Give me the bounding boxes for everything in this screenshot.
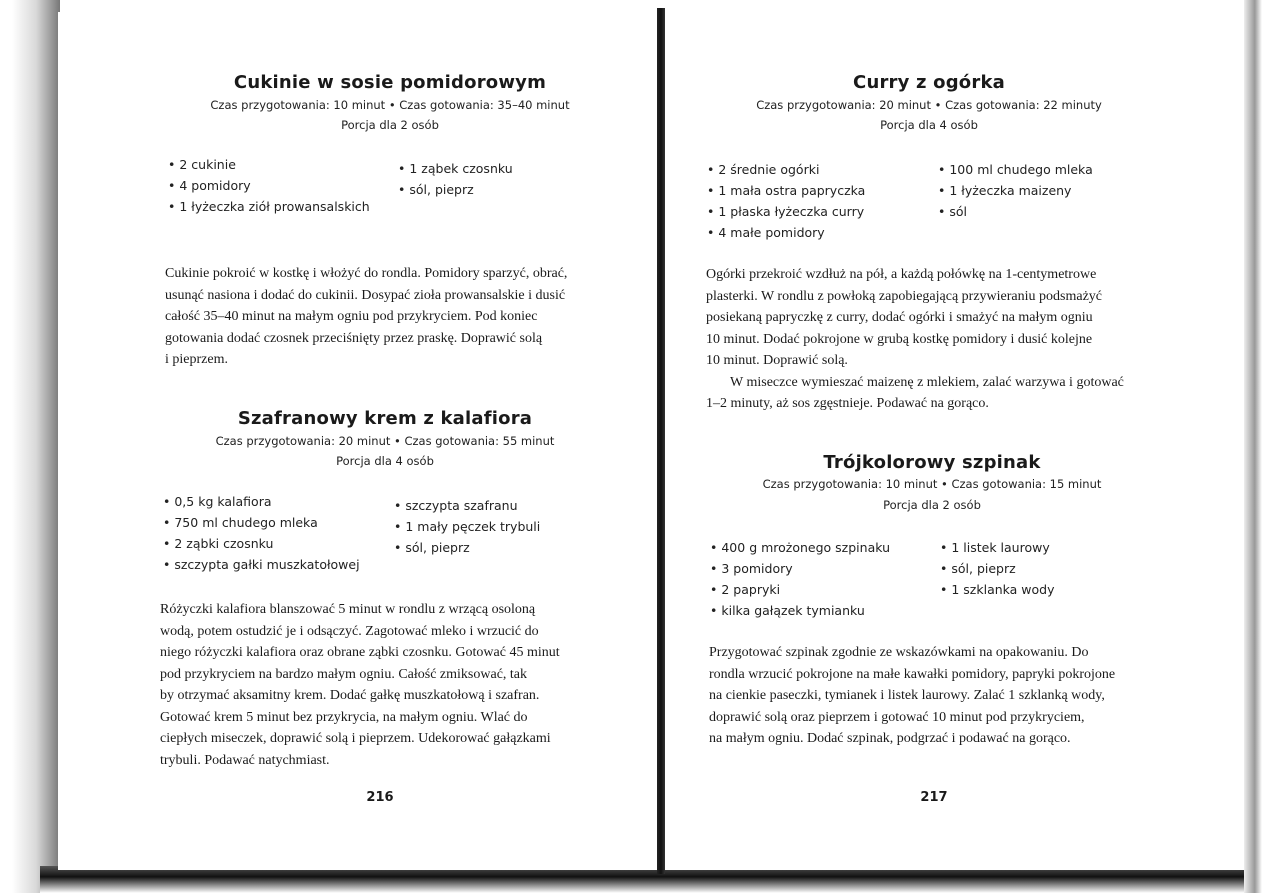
ingredient-item: • 1 łyżeczka maizeny (938, 180, 1093, 201)
method-line: trybuli. Podawać natychmiast. (160, 752, 330, 768)
recipe-times: Czas przygotowania: 10 minut • Czas gotowania: 15 minut (762, 477, 1102, 491)
recipe-title: Cukinie w sosie pomidorowym (233, 72, 547, 93)
recipe-times: Czas przygotowania: 10 minut • Czas gotowania: 35–40 minut (210, 98, 570, 112)
recipe-title: Trójkolorowy szpinak (823, 452, 1041, 473)
ingredient-item: • kilka gałązek tymianku (710, 600, 890, 621)
ingredient-item: • sól, pieprz (398, 179, 513, 200)
method-line: 10 minut. Dodać pokrojone w grubą kostkę pomidory i dusić kolejne (706, 331, 1093, 347)
method-line: pod przykryciem na bardzo małym ogniu. Całość zmiksować, tak (160, 666, 528, 682)
ingredient-item: • 750 ml chudego mleka (163, 512, 360, 533)
ingredient-item: • sól (938, 201, 1093, 222)
method-line: na małym ogniu. Dodać szpinak, podgrzać i podawać na gorąco. (709, 731, 1071, 746)
ingredient-item: • 1 ząbek czosnku (398, 158, 513, 179)
ingredients-column-1 (710, 537, 890, 621)
ingredients-column-2 (938, 159, 1093, 222)
recipe-method (165, 263, 567, 371)
method-line: plasterki. W rondlu z powłoką zapobiegającą przywieraniu podsmażyć (706, 288, 1103, 304)
method-line: doprawić solą oraz pieprzem i gotować 10 minut pod przykryciem, (709, 709, 1085, 725)
ingredient-item: • 2 średnie ogórki (707, 159, 865, 180)
method-line: Przygotować szpinak zgodnie ze wskazówkami na opakowaniu. Do (709, 645, 1089, 660)
method-line: całość 35–40 minut na małym ogniu pod przykryciem. Pod koniec (165, 309, 538, 324)
ingredients-column-2 (394, 495, 540, 558)
method-line: by otrzymać aksamitny krem. Dodać gałkę muszkatołową i szafran. (160, 688, 540, 703)
ingredient-item: • 1 płaska łyżeczka curry (707, 201, 865, 222)
recipe-times: Czas przygotowania: 20 minut • Czas gotowania: 55 minut (215, 434, 555, 448)
method-line: rondla wrzucić pokrojone na małe kawałki pomidory, papryki pokrojone (709, 666, 1116, 682)
method-line: 1–2 minuty, aż sos zgęstnieje. Podawać na gorąco. (706, 396, 989, 411)
ingredient-item: • sól, pieprz (940, 558, 1055, 579)
recipe-method (160, 599, 560, 771)
ingredient-item: • 4 małe pomidory (707, 222, 865, 243)
recipe-servings: Porcja dla 4 osób (880, 118, 978, 132)
ingredient-item: • 1 łyżeczka ziół prowansalskich (168, 196, 370, 217)
method-line: posiekaną papryczkę z curry, dodać ogórki i smażyć na małym ogniu (706, 310, 1093, 325)
method-line: i pieprzem. (165, 352, 228, 367)
method-line: na cienkie paseczki, tymianek i listek laurowy. Zalać 1 szklanką wody, (709, 688, 1105, 703)
recipe-method (706, 264, 1124, 415)
ingredient-item: • 2 cukinie (168, 154, 370, 175)
method-line: 10 minut. Doprawić solą. (706, 353, 848, 368)
method-line: Gotować krem 5 minut bez przykrycia, na małym ogniu. Wlać do (160, 709, 528, 725)
ingredients-column-1 (707, 159, 865, 243)
ingredient-item: • 2 papryki (710, 579, 890, 600)
ingredients-column-2 (398, 158, 513, 200)
method-line: gotowania dodać czosnek przeciśnięty przez praskę. Doprawić solą (165, 330, 543, 346)
ingredient-item: • szczypta gałki muszkatołowej (163, 554, 360, 575)
ingredient-item: • sól, pieprz (394, 537, 540, 558)
scan-edge-right (1244, 0, 1262, 893)
method-line: usunąć nasiona i dodać do cukinii. Dosypać zioła prowansalskie i dusić (165, 287, 566, 303)
ingredient-item: • 0,5 kg kalafiora (163, 491, 360, 512)
ingredient-item: • 1 listek laurowy (940, 537, 1055, 558)
recipe-servings: Porcja dla 4 osób (336, 454, 434, 468)
page-number-left: 216 (366, 790, 394, 805)
ingredient-item: • szczypta szafranu (394, 495, 540, 516)
recipe-title: Curry z ogórka (853, 72, 1005, 93)
ingredient-item: • 100 ml chudego mleka (938, 159, 1093, 180)
method-line: Cukinie pokroić w kostkę i włożyć do rondla. Pomidory sparzyć, obrać, (165, 266, 568, 281)
recipe-method (709, 642, 1115, 750)
method-line: niego różyczki kalafiora oraz obrane ząbki czosnku. Gotować 45 minut (160, 645, 560, 660)
book-gutter (657, 8, 665, 874)
page-number-right: 217 (920, 790, 948, 805)
ingredient-item: • 4 pomidory (168, 175, 370, 196)
recipe-servings: Porcja dla 2 osób (883, 498, 981, 512)
recipe-servings: Porcja dla 2 osób (341, 118, 439, 132)
method-line: Różyczki kalafiora blanszować 5 minut w rondlu z wrzącą osoloną (160, 602, 536, 617)
method-line: ciepłych miseczek, doprawić solą i pieprzem. Udekorować gałązkami (160, 731, 551, 746)
ingredient-item: • 2 ząbki czosnku (163, 533, 360, 554)
ingredients-column-2 (940, 537, 1055, 600)
recipe-times: Czas przygotowania: 20 minut • Czas gotowania: 22 minuty (756, 98, 1102, 112)
ingredient-item: • 3 pomidory (710, 558, 890, 579)
ingredients-column-1 (168, 154, 370, 217)
scan-edge-left (0, 0, 60, 893)
ingredient-item: • 1 mała ostra papryczka (707, 180, 865, 201)
recipe-title: Szafranowy krem z kalafiora (237, 408, 533, 429)
ingredient-item: • 1 mały pęczek trybuli (394, 516, 540, 537)
ingredient-item: • 400 g mrożonego szpinaku (710, 537, 890, 558)
method-line: wodą, potem ostudzić je i odsączyć. Zagotować mleko i wrzucić do (160, 623, 539, 639)
ingredients-column-1 (163, 491, 360, 575)
ingredient-item: • 1 szklanka wody (940, 579, 1055, 600)
method-line: Ogórki przekroić wzdłuż na pół, a każdą połówkę na 1-centymetrowe (706, 267, 1097, 282)
method-line: W miseczce wymieszać maizenę z mlekiem, zalać warzywa i gotować (730, 374, 1124, 390)
scan-edge-bottom (40, 866, 1262, 893)
